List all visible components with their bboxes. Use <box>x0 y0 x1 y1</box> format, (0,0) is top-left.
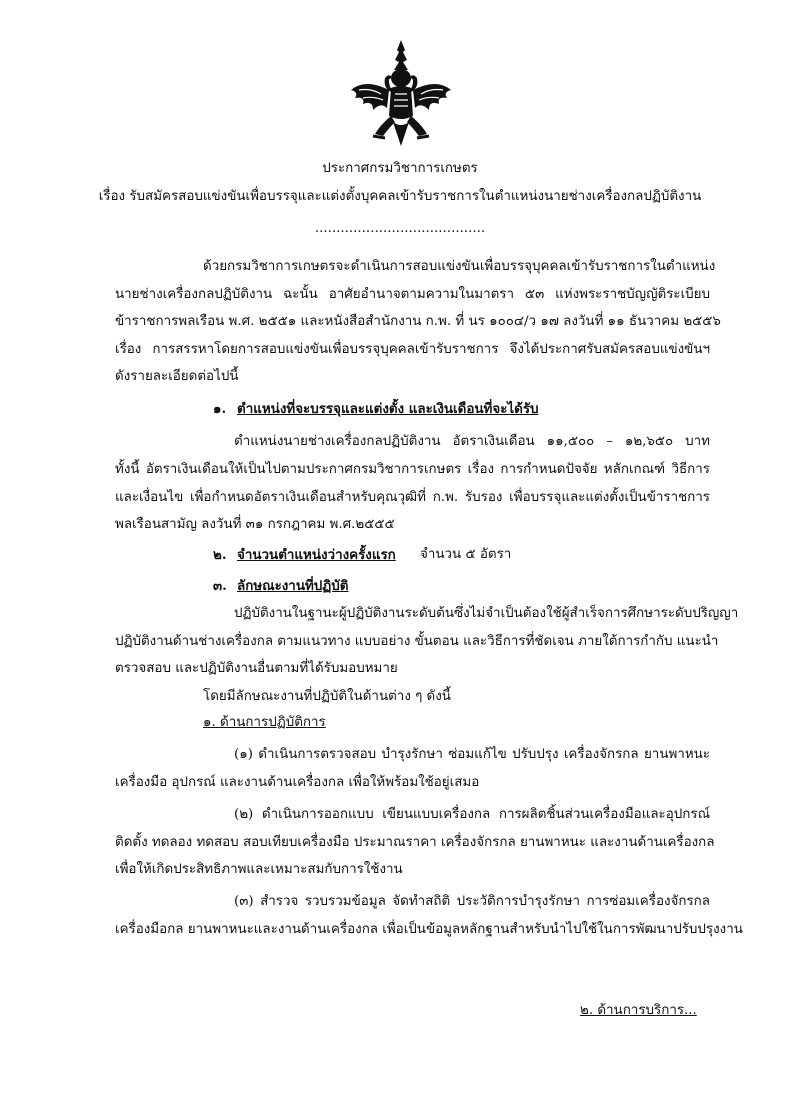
section-1-line-2: ทั้งนี้ อัตราเงินเดือนให้เป็นไปตามประกาศกรมวิชาการเกษตร เรื่อง การกำหนดปัจจัย หลักเกณฑ์ วิธีการ <box>115 462 710 477</box>
continuation-marker: ๒. ด้านการบริการ... <box>580 1003 697 1018</box>
section-3-number: ๓. <box>213 578 227 594</box>
section-1-line-4: พลเรือนสามัญ ลงวันที่ ๓๑ กรกฎาคม พ.ศ.๒๕๕๕ <box>115 517 395 532</box>
section-2-count: จำนวน ๕ อัตรา <box>420 547 512 562</box>
area-1-heading: ๑. ด้านการปฏิบัติการ <box>203 715 326 730</box>
section-3-line-2: ปฏิบัติงานด้านช่างเครื่องกล ตามแนวทาง แบบอย่าง ขั้นตอน และวิธีการที่ชัดเจน ภายใต้การกำกับ แนะนำ <box>115 634 719 649</box>
intro-line-2: นายช่างเครื่องกลปฏิบัติงาน ฉะนั้น อาศัยอำนาจตามความในมาตรา ๕๓ แห่งพระราชบัญญัติระเบียบ <box>115 287 710 302</box>
section-1-heading: ตำแหน่งที่จะบรรจุและแต่งตั้ง และเงินเดือนที่จะได้รับ <box>237 401 539 417</box>
intro-line-1: ด้วยกรมวิชาการเกษตรจะดำเนินการสอบแข่งขันเพื่อบรรจุบุคคลเข้ารับราชการในตำแหน่ง <box>203 259 716 274</box>
item-3-line-1: (๓) สำรวจ รวบรวมข้อมูล จัดทำสถิติ ประวัติการบำรุงรักษา การซ่อมเครื่องจักรกล <box>234 894 710 909</box>
item-2-line-3: เพื่อให้เกิดประสิทธิภาพและเหมาะสมกับการใช้งาน <box>115 862 403 877</box>
section-3-areas-intro: โดยมีลักษณะงานที่ปฏิบัติในด้านต่าง ๆ ดังนี้ <box>203 689 451 704</box>
garuda-emblem-icon <box>345 38 457 150</box>
section-2-number: ๒. <box>213 547 227 563</box>
title-separator: ........................................ <box>314 221 486 236</box>
section-2-heading: จำนวนตำแหน่งว่างครั้งแรก <box>237 547 396 563</box>
section-1-number: ๑. <box>213 401 227 417</box>
section-1-line-1: ตำแหน่งนายช่างเครื่องกลปฏิบัติงาน อัตราเงินเดือน ๑๑,๕๐๐ – ๑๒,๖๕๐ บาท <box>234 434 710 449</box>
subject-line: เรื่อง รับสมัครสอบแข่งขันเพื่อบรรจุและแต่งตั้งบุคคลเข้ารับราชการในตำแหน่งนายช่างเครื่องกลปฏิบัติงาน <box>98 189 702 204</box>
section-3-heading: ลักษณะงานที่ปฏิบัติ <box>237 578 349 594</box>
section-3-line-3: ตรวจสอบ และปฏิบัติงานอื่นตามที่ได้รับมอบหมาย <box>115 661 398 676</box>
item-2-line-2: ติดตั้ง ทดลอง ทดสอบ สอบเทียบเครื่องมือ ประมาณราคา เครื่องจักรกล ยานพาหนะ และงานด้านเครื่องกล <box>115 835 715 850</box>
intro-line-4: เรื่อง การสรรหาโดยการสอบแข่งขันเพื่อบรรจุบุคคลเข้ารับราชการ จึงได้ประกาศรับสมัครสอบแข่งขันฯ <box>115 342 710 357</box>
intro-line-3: ข้าราชการพลเรือน พ.ศ. ๒๕๕๑ และหนังสือสำนักงาน ก.พ. ที่ นร ๑๐๐๔/ว ๑๗ ลงวันที่ ๑๑ ธันวาคม ๒๕๕๖ <box>115 314 721 329</box>
section-3-line-1: ปฏิบัติงานในฐานะผู้ปฏิบัติงานระดับต้นซึ่งไม่จำเป็นต้องใช้ผู้สำเร็จการศึกษาระดับปริญญา <box>234 606 739 621</box>
item-3-line-2: เครื่องมือกล ยานพาหนะและงานด้านเครื่องกล เพื่อเป็นข้อมูลหลักฐานสำหรับนำไปใช้ในการพัฒนาปรับปรุงงาน <box>115 922 743 937</box>
intro-line-5: ดังรายละเอียดต่อไปนี้ <box>115 369 239 384</box>
item-1-line-2: เครื่องมือ อุปกรณ์ และงานด้านเครื่องกล เพื่อให้พร้อมใช้อยู่เสมอ <box>115 775 480 790</box>
section-1-line-3: และเงื่อนไข เพื่อกำหนดอัตราเงินเดือนสำหรับคุณวุฒิที่ ก.พ. รับรอง เพื่อบรรจุและแต่งตั้งเป็นข้าราชการ <box>115 490 710 505</box>
issuer-title: ประกาศกรมวิชาการเกษตร <box>322 161 478 176</box>
item-2-line-1: (๒) ดำเนินการออกแบบ เขียนแบบเครื่องกล การผลิตชิ้นส่วนเครื่องมือและอุปกรณ์ <box>234 807 710 822</box>
item-1-line-1: (๑) ดำเนินการตรวจสอบ บำรุงรักษา ซ่อมแก้ไข ปรับปรุง เครื่องจักรกล ยานพาหนะ <box>234 747 710 762</box>
